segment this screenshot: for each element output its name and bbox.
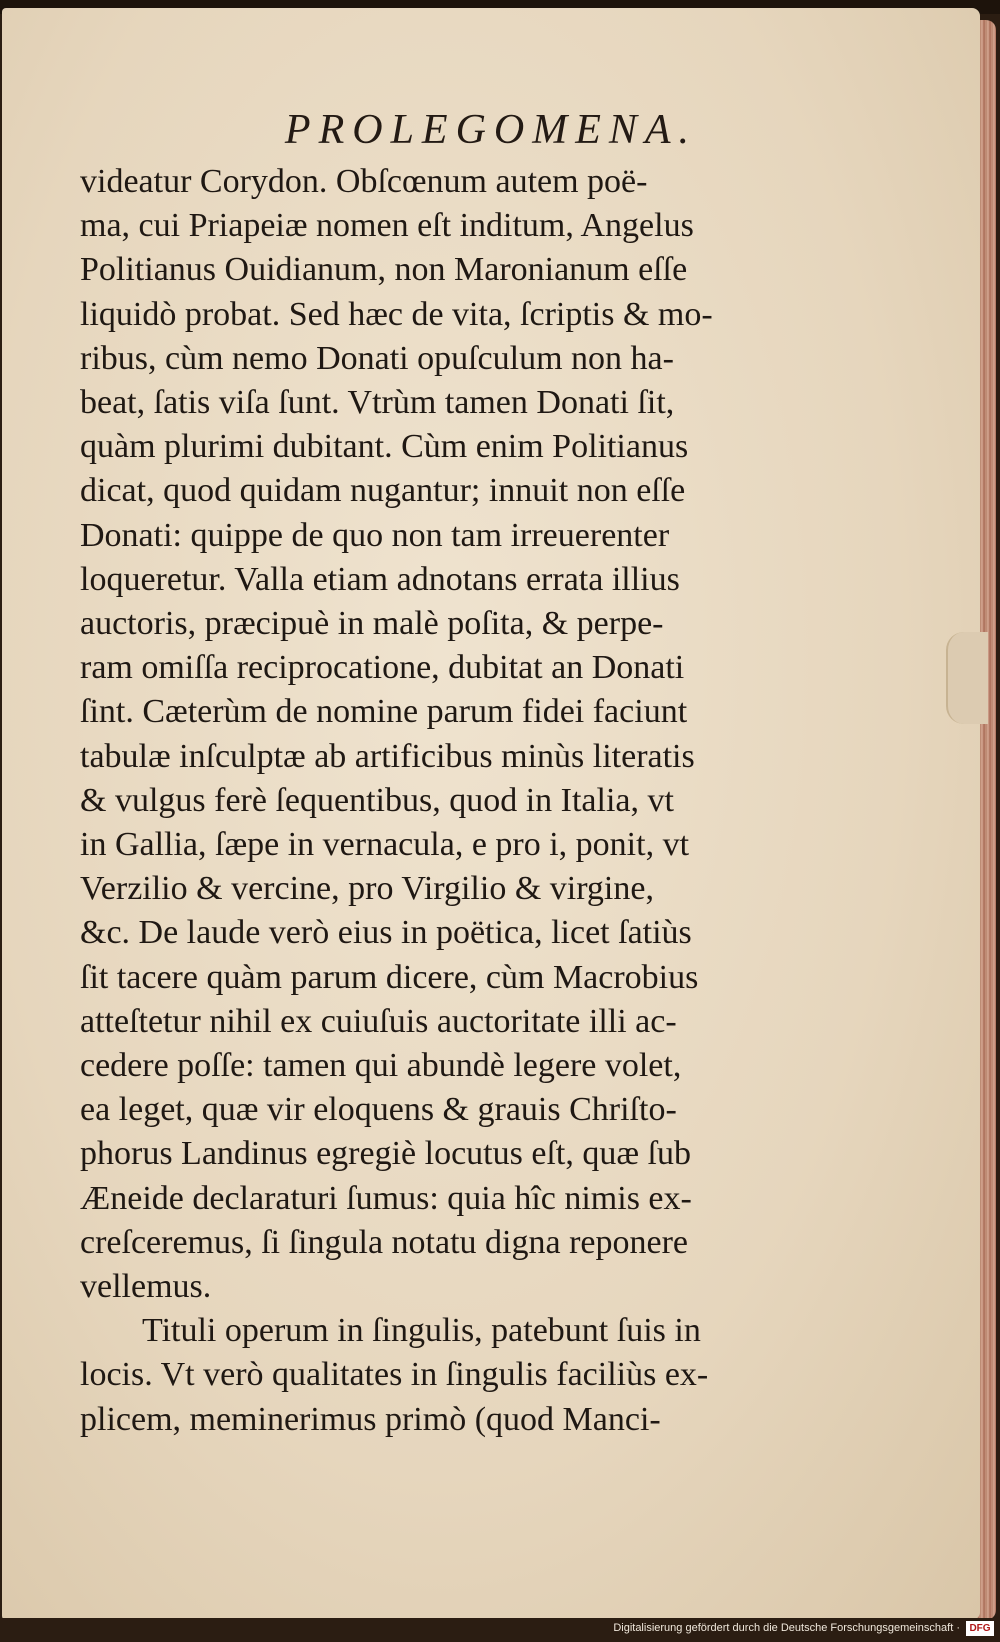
text-line: liquidò probat. Sed hæc de vita, ſcriptis & mo- [80,295,713,333]
text-line: phorus Landinus egregiè locutus eſt, quæ ſub [80,1135,691,1173]
text-line: &c. De laude verò eius in poëtica, licet ſatiùs [80,914,692,952]
text-line: ſit tacere quàm parum dicere, cùm Macrobius [80,958,699,996]
text-line: loqueretur. Valla etiam adnotans errata illius [80,560,680,598]
running-head: PROLEGOMENA. [284,107,698,153]
text-line: in Gallia, ſæpe in vernacula, e pro i, ponit, vt [80,826,690,864]
text-line: Donati: quippe de quo non tam irreuerenter [80,516,670,554]
footer-credit: Digitalisierung gefördert durch die Deutsche Forschungsgemeinschaft · [613,1622,960,1634]
text-line: tabulæ inſculptæ ab artificibus minùs literatis [80,737,695,775]
text-line: beat, ſatis viſa ſunt. Vtrùm tamen Donati ſit, [80,384,675,422]
page-tab [946,632,988,724]
text-line: locis. Vt verò qualitates in ſingulis faciliùs ex- [80,1356,709,1394]
book-page [2,8,980,1620]
text-line: ribus, cùm nemo Donati opuſculum non ha- [80,339,674,377]
text-line: Politianus Ouidianum, non Maronianum eſſe [80,251,688,289]
text-line: plicem, meminerimus primò (quod Manci- [80,1400,661,1438]
paragraph-2 [80,1309,800,1442]
text-line: creſceremus, ſi ſingula notatu digna reponere [80,1223,688,1261]
text-line: vellemus. [80,1268,212,1306]
text-line: videatur Corydon. Obſcœnum autem poë- [80,163,648,200]
text-line: ſint. Cæterùm de nomine parum fidei faciunt [80,693,688,731]
dfg-logo: DFG [966,1621,994,1636]
text-line: auctoris, præcipuè in malè poſita, & perpe- [80,605,664,643]
text-line: & vulgus ferè ſequentibus, quod in Italia, vt [80,781,674,819]
text-line: quàm plurimi dubitant. Cùm enim Politianus [80,428,689,466]
text-line: Æneide declaraturi ſumus: quia hîc nimis ex- [80,1179,692,1217]
text-line: ram omiſſa reciprocatione, dubitat an Donati [80,649,685,687]
text-line: dicat, quod quidam nugantur; innuit non eſſe [80,472,686,510]
text-line: cedere poſſe: tamen qui abundè legere volet, [80,1047,682,1085]
text-line: Tituli operum in ſingulis, patebunt ſuis in [142,1312,701,1350]
bleed-through-mark [98,1344,398,1372]
text-line: ea leget, quæ vir eloquens & grauis Chriſto- [80,1091,677,1129]
text-line: Verzilio & vercine, pro Virgilio & virgine, [80,870,654,908]
text-line: atteſtetur nihil ex cuiuſuis auctoritate illi ac- [80,1002,677,1040]
body-text [80,160,800,1442]
text-line: ma, cui Priapeiæ nomen eſt inditum, Angelus [80,207,694,245]
paragraph-1 [80,160,800,1309]
